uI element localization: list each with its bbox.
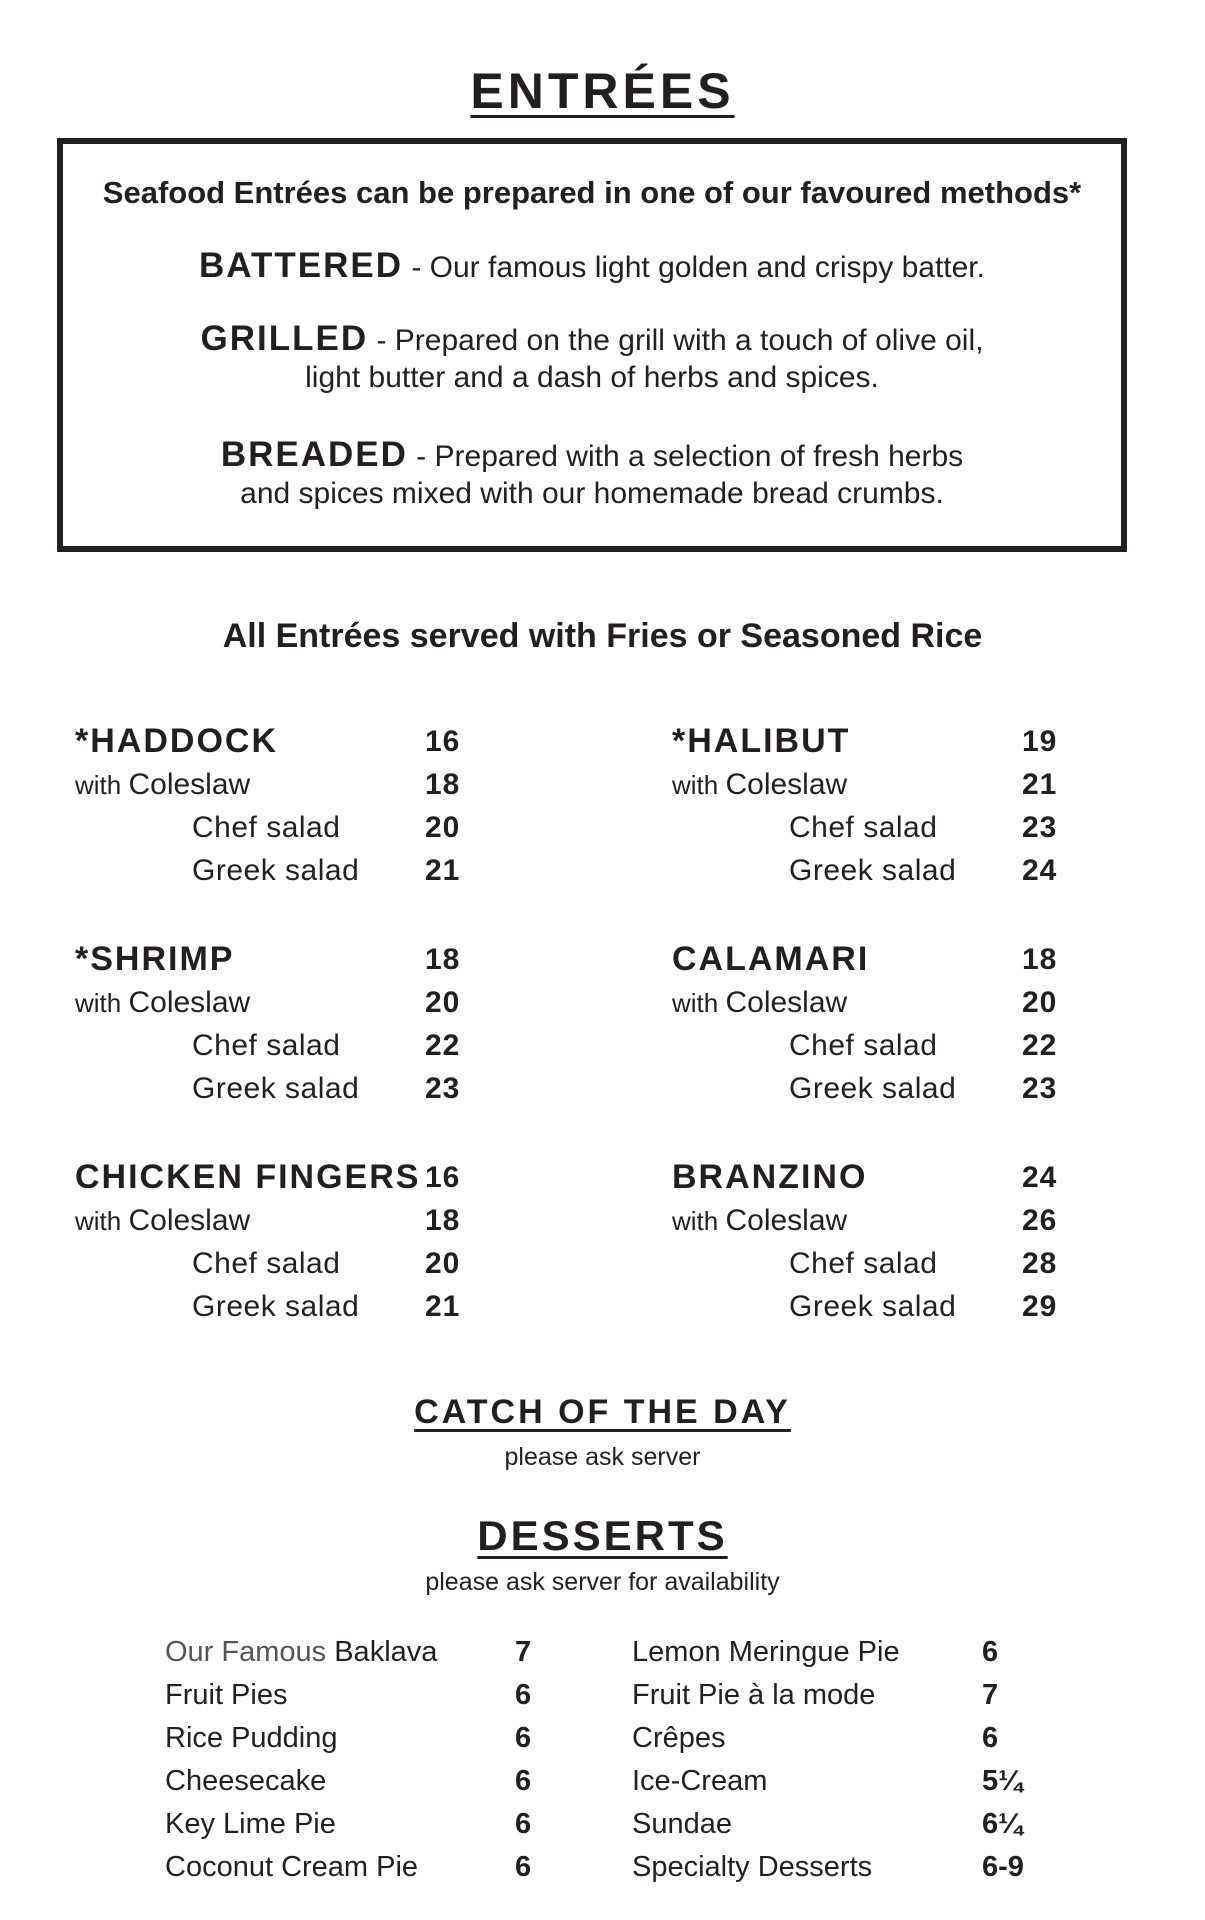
price: 22	[1022, 1029, 1058, 1062]
dessert-label: Sundae	[632, 1808, 732, 1840]
entree-option-row	[672, 806, 1092, 849]
price: 24	[1022, 1161, 1058, 1194]
dessert-label: Key Lime Pie	[165, 1808, 336, 1840]
option-label: Greek salad	[789, 1290, 957, 1323]
option-name: Coleslaw	[725, 768, 848, 801]
price: 21	[425, 1290, 461, 1323]
entree-option-row	[672, 981, 1092, 1024]
option-name: Coleslaw	[128, 768, 251, 801]
entree-name: CALAMARI	[672, 940, 870, 978]
price: 18	[425, 768, 461, 801]
price: 18	[425, 1204, 461, 1237]
dessert-name	[165, 1717, 338, 1760]
dessert-name	[165, 1846, 418, 1889]
price: 23	[1022, 811, 1058, 844]
dessert-price: 6	[982, 1636, 999, 1668]
option-label: Chef salad	[789, 1247, 938, 1280]
option-prefix: with	[672, 770, 726, 800]
desserts-title: DESSERTS	[477, 1512, 728, 1559]
method-description: - Prepared on the grill with a touch of olive oil,	[368, 324, 984, 357]
entree-option-row	[75, 1285, 495, 1328]
price: 16	[425, 725, 461, 758]
dessert-name	[632, 1631, 900, 1674]
entree-item	[75, 938, 495, 1110]
price: 24	[1022, 854, 1058, 887]
method-breaded	[63, 436, 1121, 512]
dessert-name	[165, 1760, 326, 1803]
option-name: Coleslaw	[725, 986, 848, 1019]
option-label: Greek salad	[789, 1072, 957, 1105]
entree-option-row	[75, 806, 495, 849]
method-battered	[63, 247, 1121, 286]
option-label: Greek salad	[789, 854, 957, 887]
option-label: Greek salad	[192, 1072, 360, 1105]
entree-option-row	[75, 763, 495, 806]
entree-option-row	[672, 1199, 1092, 1242]
entree-item	[672, 938, 1092, 1110]
dessert-label: Rice Pudding	[165, 1722, 338, 1754]
entree-option-row	[75, 1199, 495, 1242]
price: 23	[425, 1072, 461, 1105]
entree-item	[75, 720, 495, 892]
preparation-methods-box	[57, 138, 1127, 552]
entree-option-row	[75, 1024, 495, 1067]
price: 26	[1022, 1204, 1058, 1237]
method-description-continued: light butter and a dash of herbs and spices.	[305, 361, 879, 394]
catch-of-the-day-title: CATCH OF THE DAY	[414, 1393, 791, 1431]
option-label: Greek salad	[192, 854, 360, 887]
catch-of-the-day-note: please ask server	[504, 1443, 701, 1471]
method-description: - Our famous light golden and crispy batter.	[403, 251, 985, 284]
price: 16	[425, 1161, 461, 1194]
option-prefix: with	[672, 1206, 726, 1236]
option-label: Chef salad	[192, 811, 341, 844]
dessert-label: Crêpes	[632, 1722, 726, 1754]
entree-option-row	[672, 1285, 1092, 1328]
entree-option-row	[672, 763, 1092, 806]
entree-option-row	[75, 981, 495, 1024]
dessert-label: Fruit Pie à la mode	[632, 1679, 876, 1711]
method-description-continued: and spices mixed with our homemade bread crumbs.	[240, 477, 944, 510]
page-title: ENTRÉES	[470, 63, 735, 119]
option-label	[672, 1199, 847, 1243]
dessert-price: 6	[515, 1765, 532, 1797]
dessert-label: Baklava	[334, 1636, 438, 1668]
entree-name: CHICKEN FINGERS	[75, 1158, 421, 1196]
option-prefix: with	[75, 770, 129, 800]
dessert-name	[165, 1674, 287, 1717]
dessert-label: Cheesecake	[165, 1765, 327, 1797]
entree-option-row	[75, 1067, 495, 1110]
option-label: Chef salad	[192, 1247, 341, 1280]
entree-name: *SHRIMP	[75, 940, 235, 978]
entree-name-row	[672, 1156, 1092, 1199]
price: 20	[425, 986, 461, 1019]
price: 18	[1022, 943, 1058, 976]
price: 18	[425, 943, 461, 976]
entree-name: *HALIBUT	[672, 722, 851, 760]
option-prefix: with	[672, 988, 726, 1018]
dessert-name	[632, 1760, 767, 1803]
dessert-name	[632, 1674, 875, 1717]
entree-name-row	[672, 938, 1092, 981]
methods-intro: Seafood Entrées can be prepared in one of our favoured methods*	[102, 175, 1082, 210]
price: 23	[1022, 1072, 1058, 1105]
dessert-label: Coconut Cream Pie	[165, 1851, 419, 1883]
dessert-name	[632, 1803, 732, 1846]
price: 21	[425, 854, 461, 887]
entree-name-row	[75, 1156, 495, 1199]
entree-option-row	[672, 849, 1092, 892]
method-name: BREADED	[220, 435, 408, 474]
dessert-label: Lemon Meringue Pie	[632, 1636, 900, 1668]
served-with-note: All Entrées served with Fries or Seasoned Rice	[222, 617, 983, 655]
desserts-note: please ask server for availability	[425, 1568, 780, 1596]
price: 28	[1022, 1247, 1058, 1280]
option-label: Chef salad	[789, 811, 938, 844]
option-label: Greek salad	[192, 1290, 360, 1323]
dessert-name	[165, 1803, 336, 1846]
entree-option-row	[672, 1024, 1092, 1067]
entree-option-row	[672, 1242, 1092, 1285]
option-label: Chef salad	[192, 1029, 341, 1062]
dessert-label: Specialty Desserts	[632, 1851, 873, 1883]
price: 21	[1022, 768, 1058, 801]
entree-name-row	[672, 720, 1092, 763]
entree-option-row	[75, 849, 495, 892]
method-name: GRILLED	[200, 319, 369, 358]
option-label	[75, 981, 250, 1025]
dessert-price: 5¼	[982, 1765, 1023, 1797]
entree-name: *HADDOCK	[75, 722, 278, 760]
entree-option-row	[672, 1067, 1092, 1110]
method-name: BATTERED	[199, 246, 403, 285]
dessert-price: 6	[515, 1679, 532, 1711]
price: 29	[1022, 1290, 1058, 1323]
entree-item	[75, 1156, 495, 1328]
option-name: Coleslaw	[725, 1204, 848, 1237]
price: 20	[1022, 986, 1058, 1019]
option-label	[75, 1199, 250, 1243]
dessert-price: 6	[515, 1808, 532, 1840]
dessert-price: 6	[515, 1722, 532, 1754]
dessert-price: 7	[515, 1636, 532, 1668]
entree-name-row	[75, 720, 495, 763]
option-label	[672, 763, 847, 807]
dessert-label: Fruit Pies	[165, 1679, 288, 1711]
entree-item	[672, 720, 1092, 892]
price: 20	[425, 811, 461, 844]
price: 19	[1022, 725, 1058, 758]
dessert-prefix: Our Famous	[165, 1636, 335, 1668]
entree-option-row	[75, 1242, 495, 1285]
dessert-price: 6¼	[982, 1808, 1023, 1840]
option-prefix: with	[75, 1206, 129, 1236]
dessert-price: 6	[982, 1722, 999, 1754]
dessert-name	[165, 1631, 437, 1674]
entree-name-row	[75, 938, 495, 981]
option-prefix: with	[75, 988, 129, 1018]
dessert-price: 6	[515, 1851, 532, 1883]
option-name: Coleslaw	[128, 986, 251, 1019]
option-label: Chef salad	[789, 1029, 938, 1062]
price: 20	[425, 1247, 461, 1280]
dessert-name	[632, 1846, 872, 1889]
option-label	[672, 981, 847, 1025]
option-name: Coleslaw	[128, 1204, 251, 1237]
dessert-price: 6-9	[982, 1851, 1024, 1883]
price: 22	[425, 1029, 461, 1062]
dessert-price: 7	[982, 1679, 999, 1711]
option-label	[75, 763, 250, 807]
dessert-label: Ice-Cream	[632, 1765, 768, 1797]
entree-item	[672, 1156, 1092, 1328]
method-grilled	[63, 320, 1121, 396]
entree-name: BRANZINO	[672, 1158, 868, 1196]
dessert-name	[632, 1717, 726, 1760]
method-description: - Prepared with a selection of fresh herbs	[407, 440, 964, 473]
